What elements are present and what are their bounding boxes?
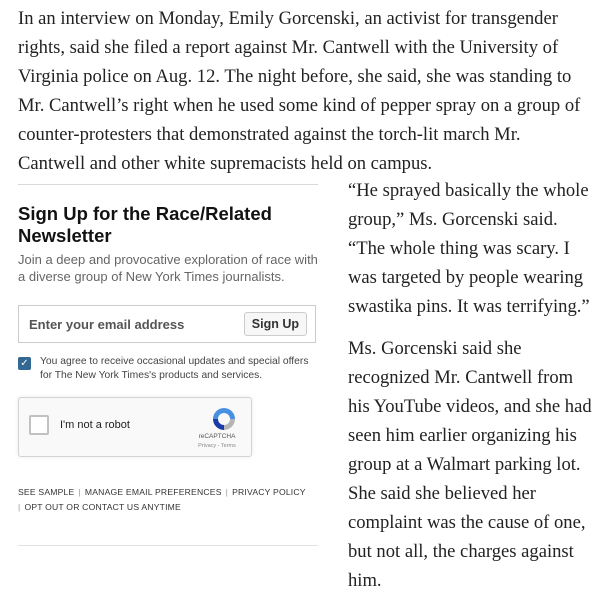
consent-checkbox[interactable] xyxy=(18,357,31,370)
newsletter-bottom-divider xyxy=(18,545,318,546)
manage-email-preferences-link[interactable]: MANAGE EMAIL PREFERENCES xyxy=(84,487,222,497)
newsletter-title: Sign Up for the Race/Related Newsletter xyxy=(18,203,272,246)
email-signup-row xyxy=(18,305,316,343)
see-sample-link[interactable]: SEE SAMPLE xyxy=(18,487,75,497)
article-paragraph-quote: “He sprayed basically the whole group,” Ms. Gorcenski said. “The whole thing was scary. I was targeted by people wearing swastika pins. It was terrifying.” xyxy=(348,180,590,317)
recaptcha-privacy-terms: Privacy - Terms xyxy=(198,443,236,449)
separator: | xyxy=(78,487,81,497)
consent-row xyxy=(18,355,318,389)
opt-out-link[interactable]: OPT OUT OR CONTACT US ANYTIME xyxy=(24,502,181,512)
recaptcha-brand: reCAPTCHA xyxy=(198,433,236,440)
recaptcha-checkbox[interactable] xyxy=(29,415,49,435)
recaptcha-logo-icon xyxy=(211,406,237,432)
article-intro-paragraph: In an interview on Monday, Emily Gorcenski, an activist for transgender rights, said she filed a report against Mr. Cantwell with the University of Virginia police on Aug. 12. The night before, she said, she was standing to Mr. Cantwell’s right when he used some kind of pepper spray on a group of counter-protesters that demonstrated against the torch-lit march Mr. Cantwell and other white supremacists held on campus. xyxy=(18,8,581,174)
checkmark-icon: ✓ xyxy=(20,358,29,369)
email-input[interactable] xyxy=(19,306,259,342)
recaptcha-widget xyxy=(18,397,252,457)
privacy-policy-link[interactable]: PRIVACY POLICY xyxy=(232,487,306,497)
sign-up-button[interactable]: Sign Up xyxy=(244,312,307,336)
recaptcha-label: I'm not a robot xyxy=(60,419,130,431)
newsletter-signup-box xyxy=(18,184,318,515)
newsletter-description: Join a deep and provocative exploration of race with a diverse group of New York Times journalists. xyxy=(18,252,318,284)
article-paragraph: Ms. Gorcenski said she recognized Mr. Cantwell from his YouTube videos, and she had seen him earlier organizing his group at a Walmart parking lot. She said she believed her complaint was the cause of one, but not all, the charges against him. xyxy=(348,338,592,591)
newsletter-footer-links xyxy=(18,485,318,515)
separator: | xyxy=(225,487,229,497)
separator: | xyxy=(18,502,21,512)
article-right-column xyxy=(348,176,598,608)
consent-text: You agree to receive occasional updates and special offers for The New York Times's products and services. xyxy=(40,356,309,381)
